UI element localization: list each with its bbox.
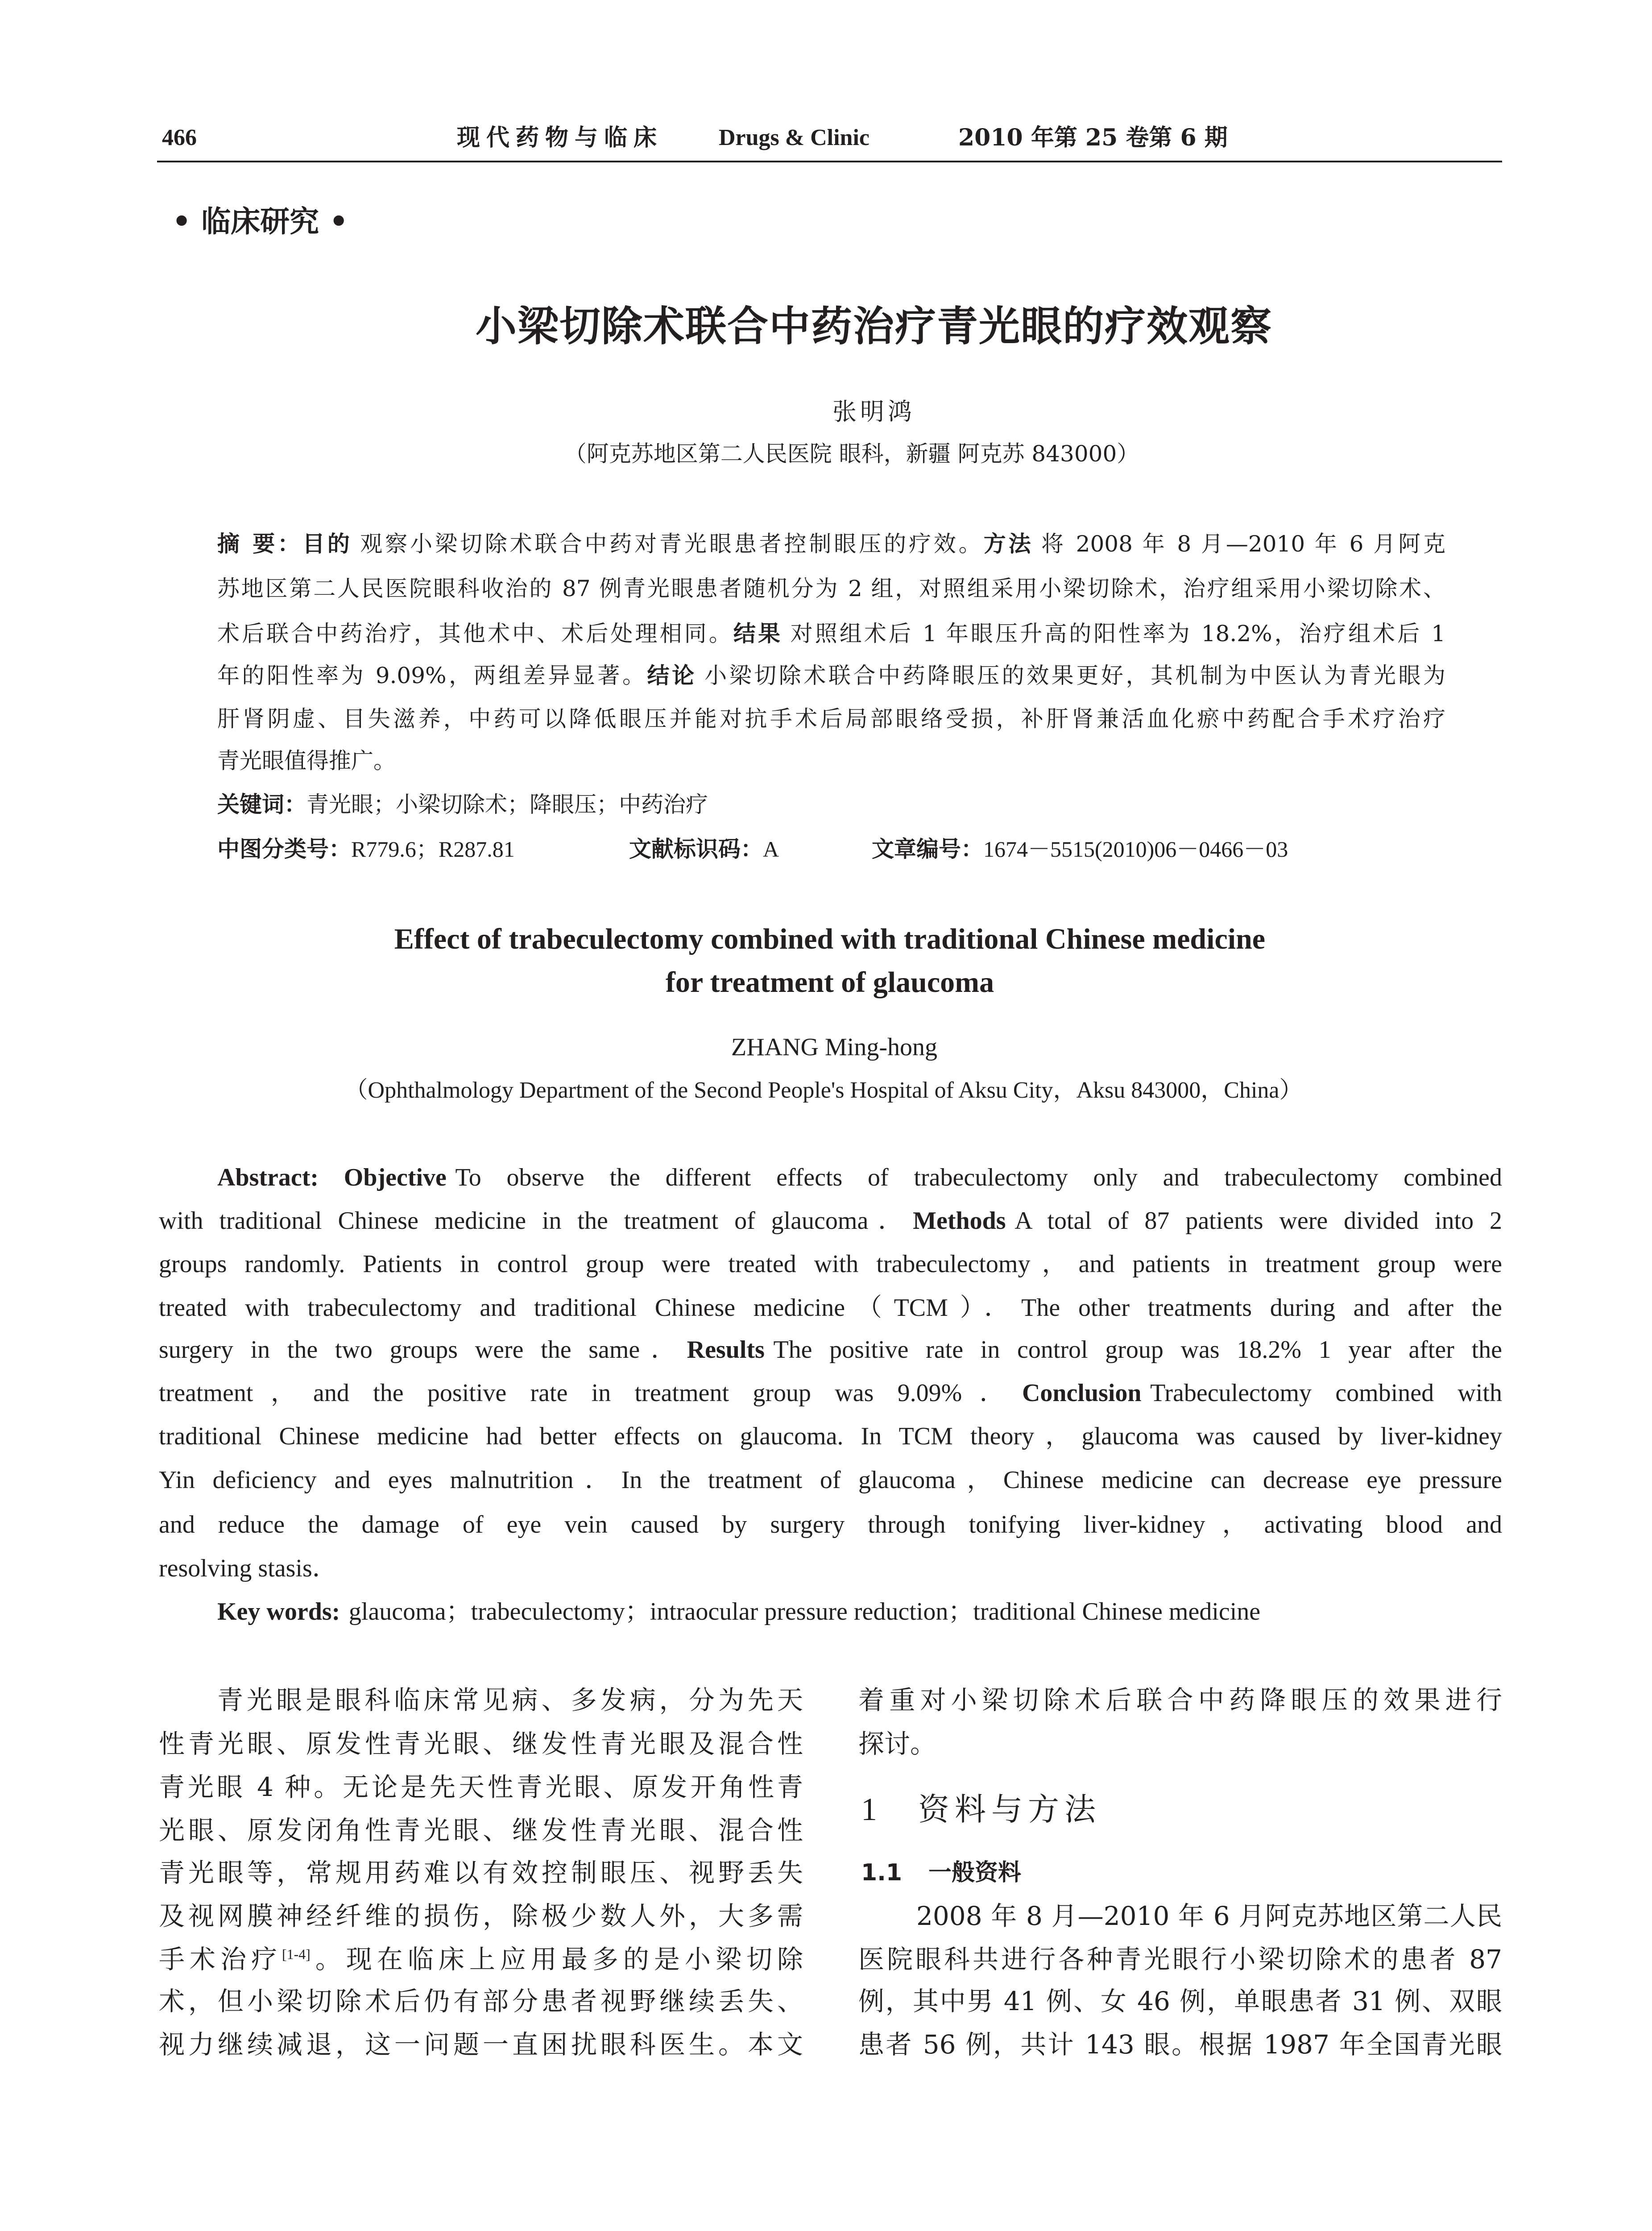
- body-left-line: [159, 1852, 803, 1893]
- body-right-line: 医院眼科共进行各种青光眼行小梁切除术的患者 87: [858, 1944, 1502, 1974]
- body-text: 青光眼等，常规用药难以有效控制眼压、视野丢失: [159, 1858, 803, 1888]
- body-text: 术，但小梁切除术后仍有部分患者视野继续丢失、: [159, 1986, 803, 2016]
- body-text: 及视网膜神经纤维的损伤，除极少数人外，大多需: [159, 1901, 803, 1931]
- article-number-label: 文章编号：: [872, 836, 983, 862]
- clc-label: 中图分类号：: [217, 836, 351, 862]
- keywords-en-value: glaucoma；trabeculectomy；intraocular pressure reduction；traditional Chinese medicine: [348, 1598, 1261, 1626]
- abstract-cn-line: [217, 741, 1445, 781]
- abstract-cn-text: 将 2008 年 8 月—2010 年 6 月阿克: [1041, 531, 1445, 557]
- abstract-cn-text: 对照组术后 1 年眼压升高的阳性率为 18.2%，治疗组术后 1: [790, 621, 1445, 647]
- affiliation-en: （Ophthalmology Department of the Second People's Hospital of Aksu City，Aksu 843000，China）: [344, 1078, 1303, 1103]
- abstract-en-text: A total of 87 patients were divided into 2: [1014, 1207, 1502, 1235]
- body-left-line: [159, 1810, 803, 1851]
- document-code-label: 文献标识码：: [629, 836, 763, 862]
- abstract-cn-text: 年的阳性率为 9.09%，两组差异显著。: [217, 663, 647, 688]
- abstract-en-methods-label: Methods: [913, 1207, 1006, 1235]
- body-left-line: [159, 1939, 803, 1980]
- journal-name-en: Drugs & Clinic: [719, 125, 869, 150]
- issue-info: 2010 年第 25 卷第 6 期: [958, 124, 1228, 151]
- document-code-value: A: [763, 837, 779, 862]
- body-text: 手术治疗: [159, 1944, 282, 1974]
- title-en-line: Effect of trabeculectomy combined with traditional Chinese medicine: [394, 923, 1266, 955]
- abstract-en-text: surgery in the two groups were the same．: [159, 1336, 687, 1364]
- abstract-cn-text: 青光眼值得推广。: [217, 748, 396, 774]
- abstract-cn-text: 小梁切除术联合中药降眼压的效果更好，其机制为中医认为青光眼为: [704, 663, 1445, 688]
- abstract-cn-objective-label: 摘 要：目的: [217, 531, 352, 557]
- abstract-en-text: Yin deficiency and eyes malnutrition．In the treatment of glaucoma，Chinese medicine can decrease eye pressure: [159, 1466, 1502, 1494]
- abstract-cn-line: [217, 614, 1445, 654]
- abstract-en-text: and reduce the damage of eye vein caused by surgery through tonifying liver-kidney，activating blood and: [159, 1511, 1502, 1538]
- abstract-en-line: [159, 1416, 1502, 1457]
- abstract-cn-methods-label: 方法: [983, 531, 1034, 557]
- article-number: [872, 829, 1474, 869]
- body-left-line: [217, 1679, 803, 1721]
- title-cn: 小梁切除术联合中药治疗青光眼的疗效观察: [475, 303, 1272, 350]
- abstract-en-text: The positive rate in control group was 18.2% 1 year after the: [773, 1336, 1502, 1364]
- abstract-cn-line: [217, 524, 1445, 564]
- abstract-en-text: resolving stasis．: [159, 1555, 337, 1582]
- abstract-cn-text: 肝肾阴虚、目失滋养，中药可以降低眼压并能对抗手术后局部眼络受损，补肝肾兼活血化瘀中药配合手术疗治疗: [217, 706, 1445, 732]
- body-text: 青光眼 4 种。无论是先天性青光眼、原发开角性青: [159, 1772, 803, 1802]
- clc-value: R779.6；R287.81: [351, 837, 515, 862]
- abstract-en-line: [159, 1460, 1502, 1501]
- title-en-line: for treatment of glaucoma: [665, 966, 994, 999]
- author-en: ZHANG Ming-hong: [731, 1033, 937, 1061]
- abstract-cn-text: 术后联合中药治疗，其他术中、术后处理相同。: [217, 621, 733, 647]
- body-right-line: 探讨。: [858, 1729, 936, 1759]
- keywords-cn-value: 青光眼；小梁切除术；降眼压；中药治疗: [306, 792, 708, 817]
- abstract-en-line: [159, 1548, 1502, 1589]
- body-text: 光眼、原发闭角性青光眼、继发性青光眼、混合性: [159, 1815, 803, 1845]
- abstract-cn-line: [217, 655, 1445, 696]
- affiliation-cn: （阿克苏地区第二人民医院 眼科，新疆 阿克苏 843000）: [564, 441, 1139, 467]
- body-left-line: [159, 1767, 803, 1808]
- abstract-en-line: [159, 1329, 1502, 1370]
- body-right-line: 2008 年 8 月—2010 年 6 月阿克苏地区第二人民: [916, 1901, 1502, 1931]
- abstract-en-text: treatment，and the positive rate in treatment group was 9.09%．: [159, 1379, 1022, 1407]
- section-label: • 临床研究 •: [172, 204, 348, 239]
- keywords-en: [217, 1591, 1502, 1632]
- section-heading-text: 资料与方法: [918, 1791, 1101, 1828]
- abstract-en-conclusion-label: Conclusion: [1022, 1379, 1142, 1407]
- body-right-line: 例，其中男 41 例、女 46 例，单眼患者 31 例、双眼: [858, 1986, 1502, 2016]
- abstract-en-line: [159, 1287, 1502, 1328]
- body-text: 视力继续减退，这一问题一直困扰眼科医生。本文: [159, 2029, 803, 2060]
- body-left-line: [159, 1895, 803, 1937]
- section-heading-number: 1: [861, 1791, 877, 1827]
- abstract-en-text: To observe the different effects of trabeculectomy only and trabeculectomy combined: [455, 1164, 1502, 1191]
- abstract-en-line: [217, 1157, 1502, 1198]
- abstract-en-text: groups randomly. Patients in control group were treated with trabeculectomy，and patients in treatment group were: [159, 1250, 1502, 1278]
- header-rule: [157, 161, 1502, 162]
- abstract-cn-text: 苏地区第二人民医院眼科收治的 87 例青光眼患者随机分为 2 组，对照组采用小梁切除术，治疗组采用小梁切除术、: [217, 576, 1445, 601]
- clc-number: [217, 829, 619, 869]
- abstract-cn-text: 观察小梁切除术联合中药对青光眼患者控制眼压的疗效。: [360, 531, 984, 557]
- abstract-en-text: with traditional Chinese medicine in the treatment of glaucoma．: [159, 1207, 913, 1235]
- abstract-en-line: [159, 1373, 1502, 1414]
- abstract-en-text: Trabeculectomy combined with: [1150, 1379, 1502, 1407]
- journal-name-cn: 现代药物与临床: [457, 124, 663, 151]
- abstract-en-results-label: Results: [687, 1336, 765, 1364]
- keywords-cn: [217, 784, 1445, 825]
- abstract-en-line: [159, 1200, 1502, 1241]
- body-left-line: [159, 1723, 803, 1764]
- abstract-cn-results-label: 结果: [733, 621, 783, 647]
- abstract-en-text: treated with trabeculectomy and traditional Chinese medicine（TCM）．The other treatments during and after the: [159, 1294, 1502, 1322]
- body-right-line: 着重对小梁切除术后联合中药降眼压的效果进行: [858, 1685, 1502, 1715]
- abstract-cn-line: [217, 699, 1445, 739]
- abstract-en-line: [159, 1504, 1502, 1545]
- keywords-en-label: Key words:: [217, 1598, 340, 1626]
- abstract-cn-line: [217, 568, 1445, 609]
- author-cn: 张明鸿: [832, 398, 915, 426]
- abstract-en-objective-label: Abstract: Objective: [217, 1164, 447, 1191]
- body-text: 性青光眼、原发性青光眼、继发性青光眼及混合性: [159, 1729, 803, 1759]
- abstract-en-text: traditional Chinese medicine had better effects on glaucoma. In TCM theory，glaucoma was caused by liver-kidney: [159, 1422, 1502, 1450]
- body-text: 。现在临床上应用最多的是小梁切除: [310, 1944, 803, 1974]
- body-left-line: [159, 2024, 803, 2065]
- abstract-en-line: [159, 1244, 1502, 1285]
- body-text: 青光眼是眼科临床常见病、多发病，分为先天: [217, 1685, 803, 1715]
- subsection-heading-number: 1.1: [861, 1859, 903, 1886]
- citation-superscript: [1-4]: [282, 1946, 311, 1962]
- article-number-value: 1674－5515(2010)06－0466－03: [983, 837, 1288, 862]
- body-right-line: 患者 56 例，共计 143 眼。根据 1987 年全国青光眼: [858, 2029, 1502, 2060]
- page-number: 466: [162, 125, 197, 150]
- document-code: [629, 829, 861, 869]
- subsection-heading-text: 一般资料: [928, 1859, 1022, 1886]
- keywords-cn-label: 关键词：: [217, 792, 306, 817]
- body-left-line: [159, 1981, 803, 2022]
- abstract-cn-conclusion-label: 结论: [647, 663, 697, 688]
